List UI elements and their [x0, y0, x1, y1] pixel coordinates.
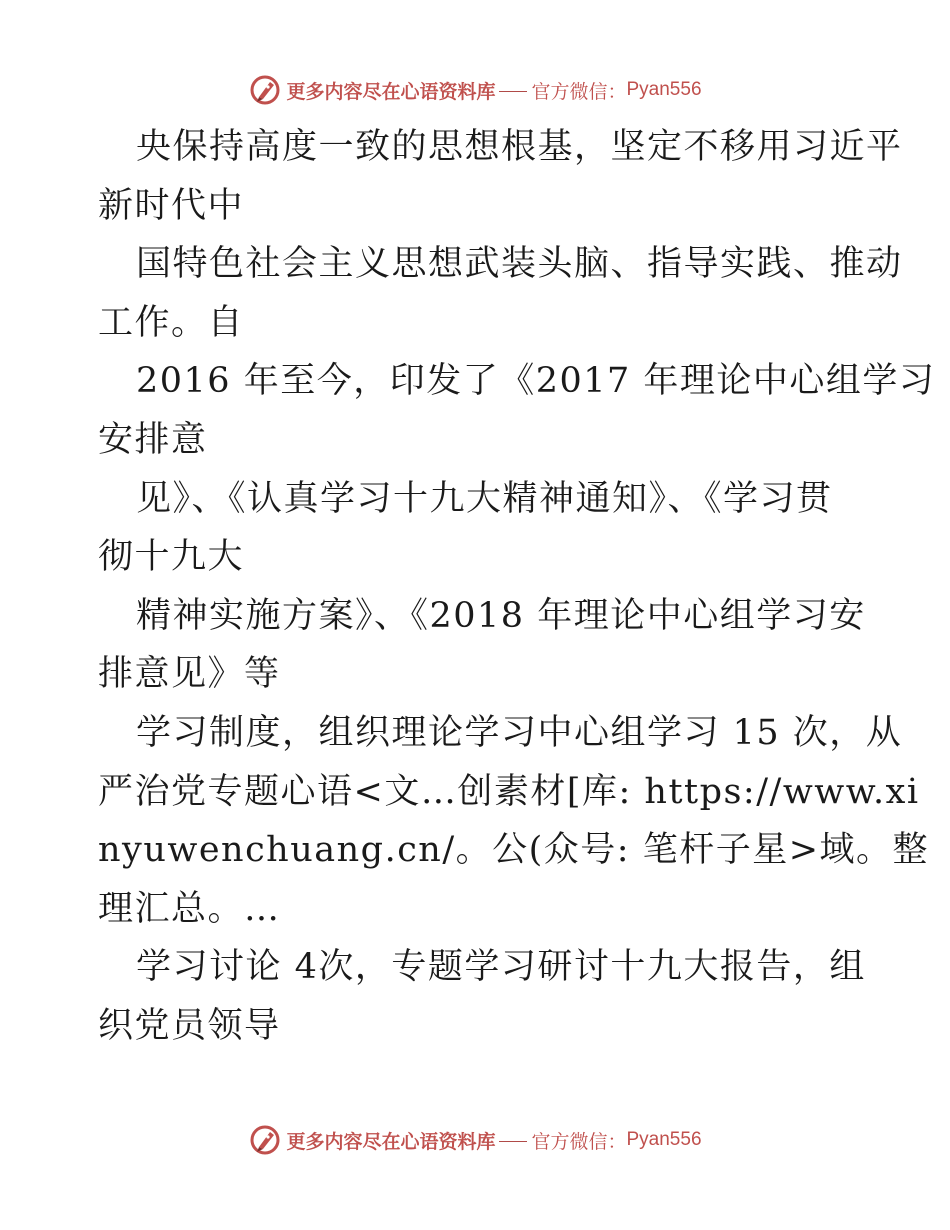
text-line: 彻十九大: [98, 537, 245, 578]
text-line: 精神实施方案》、《2018 年理论中心组学习安: [136, 595, 866, 636]
header-wechat-label: 官方微信：: [531, 80, 627, 103]
text-line: 理汇总。…: [98, 888, 281, 929]
pen-nib-logo-icon: [248, 1123, 282, 1157]
footer-banner: [0, 1120, 950, 1160]
text-line: 安排意: [98, 419, 208, 460]
text-line: 国特色社会主义思想武装头脑、指导实践、推动: [136, 244, 903, 285]
text-line: 2016 年至今，印发了《2017 年理论中心组学习: [136, 361, 936, 402]
text-line: 学习讨论 4次，专题学习研讨十九大报告，组: [136, 947, 866, 988]
text-line: 织党员领导: [98, 1005, 281, 1046]
footer-wechat-id: Pyan556: [626, 1129, 702, 1150]
header-wechat-id: Pyan556: [626, 79, 702, 100]
header-banner: [0, 70, 950, 110]
text-line: 严治党专题心语<文…创素材[库: https://www.xi: [98, 771, 920, 812]
text-line: nyuwenchuang.cn/。公(众号: 笔杆子星>域。整: [98, 830, 930, 871]
footer-wechat-label: 官方微信：: [531, 1130, 627, 1153]
text-line: 见》、《认真学习十九大精神通知》、《学习贯: [136, 478, 833, 519]
pen-nib-logo-icon: [248, 73, 282, 107]
text-line: 排意见》等: [98, 654, 281, 695]
text-line: 工作。自: [98, 302, 245, 343]
text-line: 学习制度，组织理论学习中心组学习 15 次，从: [136, 712, 903, 753]
text-line: 新时代中: [98, 185, 245, 226]
document-body: [98, 118, 936, 1056]
footer-brand-text: 更多内容尽在心语资料库: [286, 1130, 496, 1153]
text-line: 央保持高度一致的思想根基，坚定不移用习近平: [136, 127, 903, 167]
footer-separator: [499, 1141, 527, 1142]
header-brand-text: 更多内容尽在心语资料库: [286, 80, 496, 103]
header-separator: [499, 91, 527, 92]
